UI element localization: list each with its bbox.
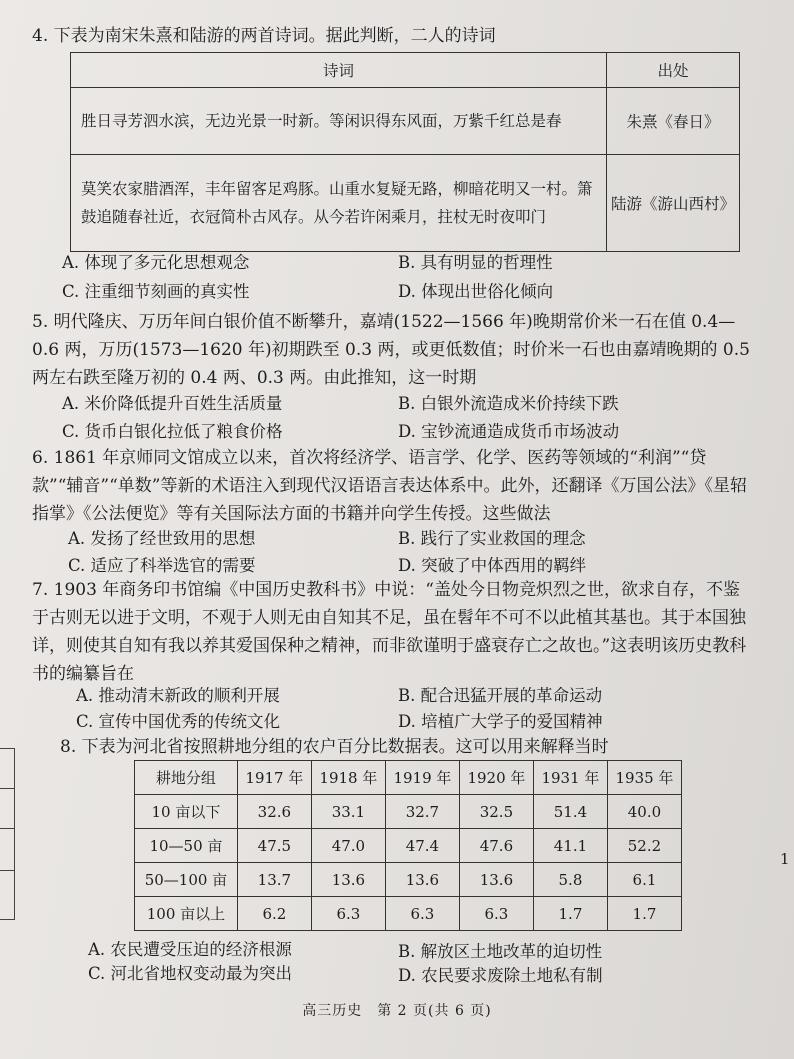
poem-table [70,52,740,252]
group-label: 100 亩以上 [135,897,238,931]
table-cell: 40.0 [607,795,681,829]
question-5-stem: 5. 明代隆庆、万历年间白银价值不断攀升，嘉靖(1522—1566 年)晚期常价米一石在值 0.4—0.6 两，万历(1573—1620 年)初期跌至 0.3 两，或更低数值；时价米一石也由嘉靖晚期的 0.5 两左右跌至隆万初的 0.4 两、0.3 两。由此推知，这一时期 [32,312,750,388]
farmland-table-header [135,761,682,795]
option-d: D. 突破了中体西用的羁绊 [398,556,587,575]
table-row [71,155,740,252]
table-cell: 13.6 [459,863,533,897]
table-cell: 47.4 [385,829,459,863]
question-4-stem: 4. 下表为南宋朱熹和陆游的两首诗词。据此判断，二人的诗词 [32,26,496,46]
table-cell: 51.4 [533,795,607,829]
option-a: A. 体现了多元化思想观念 [62,253,250,272]
option-c: C. 适应了科举选官的需要 [68,556,256,575]
header-year: 1931 年 [533,761,607,795]
table-cell: 47.5 [237,829,311,863]
option-b: B. 践行了实业救国的理念 [398,529,586,548]
table-cell: 33.1 [311,795,385,829]
table-cell: 6.3 [311,897,385,931]
poem-source: 朱熹《春日》 [606,88,739,155]
group-label: 10—50 亩 [135,829,238,863]
table-cell: 41.1 [533,829,607,863]
option-c: C. 货币白银化拉低了粮食价格 [62,422,283,441]
option-a: A. 米价降低提升百姓生活质量 [62,394,283,413]
option-d: D. 宝钞流通造成货币市场波动 [398,422,620,441]
table-cell: 13.6 [311,863,385,897]
table-cell: 1.7 [533,897,607,931]
header-poem: 诗词 [71,53,607,88]
option-b: B. 解放区土地改革的迫切性 [398,942,603,961]
table-cell: 5.8 [533,863,607,897]
header-year: 1919 年 [385,761,459,795]
table-row [71,88,740,155]
table-cell: 32.7 [385,795,459,829]
header-group: 耕地分组 [135,761,238,795]
table-cell: 32.5 [459,795,533,829]
table-cell: 6.1 [607,863,681,897]
question-7-stem: 7. 1903 年商务印书馆编《中国历史教科书》中说：“盖处今日物竞炽烈之世，欲求自存，不鉴于古则无以进于文明，不观于人则无由自知其不足，虽在髫年不可不以此植其基也。其于本国独详，则使其自知有我以养其爱国保种之精神，而非欲谨明于盛衰存亡之故也。”这表明该历史教科书的编纂旨在 [32,580,747,684]
question-6-stem: 6. 1861 年京师同文馆成立以来，首次将经济学、语言学、化学、医药等领域的“利润”“贷款”“辅音”“单数”等新的术语注入到现代汉语语言表达体系中。此外，还翻译《万国公法》《星轺指掌》《公法便览》等有关国际法方面的书籍并向学生传授。这些做法 [32,448,747,524]
table-row [135,795,682,829]
poem-table-header [71,53,740,88]
option-c: C. 宣传中国优秀的传统文化 [76,712,281,731]
option-a: A. 推动清末新政的顺利开展 [76,686,280,705]
table-cell: 13.6 [385,863,459,897]
table-cell: 47.6 [459,829,533,863]
table-row [135,897,682,931]
group-label: 10 亩以下 [135,795,238,829]
table-row [135,829,682,863]
header-year: 1920 年 [459,761,533,795]
table-cell: 6.3 [385,897,459,931]
table-cell: 6.3 [459,897,533,931]
edge-divider [0,870,14,871]
table-cell: 1.7 [607,897,681,931]
option-b: B. 白银外流造成米价持续下跌 [398,394,619,413]
header-year: 1935 年 [607,761,681,795]
right-edge-number: 1 [780,850,790,868]
table-cell: 13.7 [237,863,311,897]
table-cell: 6.2 [237,897,311,931]
poem-source: 陆游《游山西村》 [606,155,739,252]
poem-text: 莫笑农家腊酒浑，丰年留客足鸡豚。山重水复疑无路，柳暗花明又一村。箫鼓追随春社近，衣冠简朴古风存。从今若许闲乘月，拄杖无时夜叩门 [71,155,607,252]
group-label: 50—100 亩 [135,863,238,897]
header-year: 1917 年 [237,761,311,795]
header-year: 1918 年 [311,761,385,795]
option-d: D. 体现出世俗化倾向 [398,282,554,301]
table-cell: 32.6 [237,795,311,829]
left-edge-table-fragment [0,748,15,920]
option-a: A. 发扬了经世致用的思想 [68,529,256,548]
option-c: C. 注重细节刻画的真实性 [62,282,250,301]
table-row [135,863,682,897]
option-b: B. 配合迅猛开展的革命运动 [398,686,603,705]
table-cell: 52.2 [607,829,681,863]
option-d: D. 培植广大学子的爱国精神 [398,712,603,731]
option-a: A. 农民遭受压迫的经济根源 [88,940,292,959]
edge-divider [0,788,14,789]
header-source: 出处 [606,53,739,88]
farmland-table [134,760,682,931]
option-c: C. 河北省地权变动最为突出 [88,964,293,983]
table-cell: 47.0 [311,829,385,863]
option-b: B. 具有明显的哲理性 [398,253,553,272]
page-footer: 高三历史 第 2 页(共 6 页) [302,1003,492,1019]
question-8-stem: 8. 下表为河北省按照耕地分组的农户百分比数据表。这可以用来解释当时 [60,737,609,757]
edge-divider [0,828,14,829]
poem-text: 胜日寻芳泗水滨，无边光景一时新。等闲识得东风面，万紫千红总是春 [71,88,607,155]
option-d: D. 农民要求废除土地私有制 [398,966,603,985]
